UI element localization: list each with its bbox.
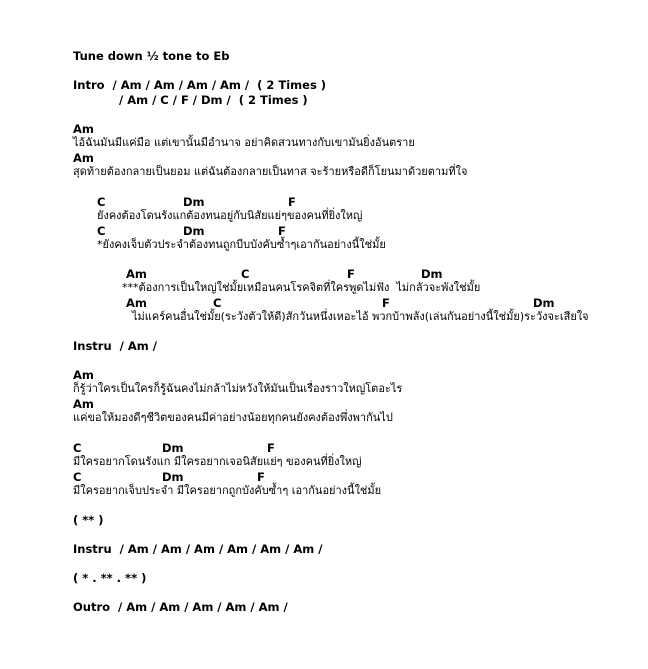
repeat-marker-1: ( ** ): [73, 513, 104, 527]
lyric-line: ก็รู้ว่าใครเป็นใครก็รู้ฉันคงไม่กล้าไม่หวังให้มันเป็นเรื่องราวใหญ่โตอะไร: [73, 382, 403, 395]
lyric-line: ไม่แคร์คนอื่นใช่มั้ย(ระวังตัวให้ดี)สักวันหนึ่งเหอะไอ้ พวกบ้าพลัง(เล่นกันอย่างนี้ใช่มั้ย)ระวังจะเสียใจ: [132, 310, 589, 323]
lyric-line: มีใครอยากเจ็บประจำ มีใครอยากถูกบังคับซ้ำๆ เอากันอย่างนี้ใช่มั้ย: [73, 484, 382, 497]
repeat-marker-2: ( * . ** . ** ): [73, 571, 147, 585]
chord-f: F: [257, 470, 265, 484]
chord-f: F: [288, 195, 296, 209]
chord-c: C: [73, 441, 82, 455]
chord-c: C: [97, 224, 106, 238]
chord-am: Am: [73, 122, 94, 136]
lyric-line: ไอ้ฉันมันมีแค่มือ แต่เขานั้นมีอำนาจ อย่าคิดสวนทางกับเขามันยิ่งอันตราย: [73, 136, 415, 149]
chord-f: F: [267, 441, 275, 455]
intro-line-1: Intro / Am / Am / Am / Am / ( 2 Times ): [73, 78, 327, 92]
lyric-line: แค่ขอให้มองดีๆชีวิตของคนมีค่าอย่างน้อยทุกคนยังคงต้องพึ่งพากันไป: [73, 411, 393, 424]
lyric-line: มีใครอยากโดนรังแก มีใครอยากเจอนิสัยแย่ๆ ของคนที่ยิ่งใหญ่: [73, 455, 362, 468]
lyric-line: ***ต้องการเป็นใหญ่ใช่มั้ยเหมือนคนโรคจิตที่ใครพูดไม่ฟัง ไม่กลัวจะพังใช่มั้ย: [122, 281, 481, 294]
chord-dm: Dm: [183, 195, 205, 209]
chord-f: F: [382, 296, 390, 310]
chord-am: Am: [126, 296, 147, 310]
instru-line-1: Instru / Am /: [73, 339, 157, 353]
chord-dm: Dm: [183, 224, 205, 238]
chord-c: C: [97, 195, 106, 209]
chord-am: Am: [126, 267, 147, 281]
chord-f: F: [347, 267, 355, 281]
chord-am: Am: [73, 397, 94, 411]
chord-f: F: [278, 224, 286, 238]
outro-line: Outro / Am / Am / Am / Am / Am /: [73, 600, 288, 614]
chord-am: Am: [73, 368, 94, 382]
lyric-line: *ยังคงเจ็บตัวประจำต้องทนถูกบีบบังคับซ้ำๆเอากันอย่างนี้ใช่มั้ย: [97, 238, 386, 251]
chord-am: Am: [73, 151, 94, 165]
tuning-note: Tune down ½ tone to Eb: [73, 49, 230, 63]
chord-c: C: [241, 267, 250, 281]
chord-dm: Dm: [162, 470, 184, 484]
intro-line-2: / Am / C / F / Dm / ( 2 Times ): [119, 93, 308, 107]
chord-c: C: [213, 296, 222, 310]
chord-dm: Dm: [533, 296, 555, 310]
chord-c: C: [73, 470, 82, 484]
chord-dm: Dm: [421, 267, 443, 281]
instru-line-2: Instru / Am / Am / Am / Am / Am / Am /: [73, 542, 323, 556]
lyric-line: ยังคงต้องโดนรังแกต้องทนอยู่กับนิสัยแย่ๆของคนที่ยิ่งใหญ่: [97, 209, 363, 222]
chord-dm: Dm: [162, 441, 184, 455]
lyric-line: สุดท้ายต้องกลายเป็นยอม แต่ฉันต้องกลายเป็นทาส จะร้ายหรือดีก็โยนมาด้วยตามที่ใจ: [73, 165, 468, 178]
